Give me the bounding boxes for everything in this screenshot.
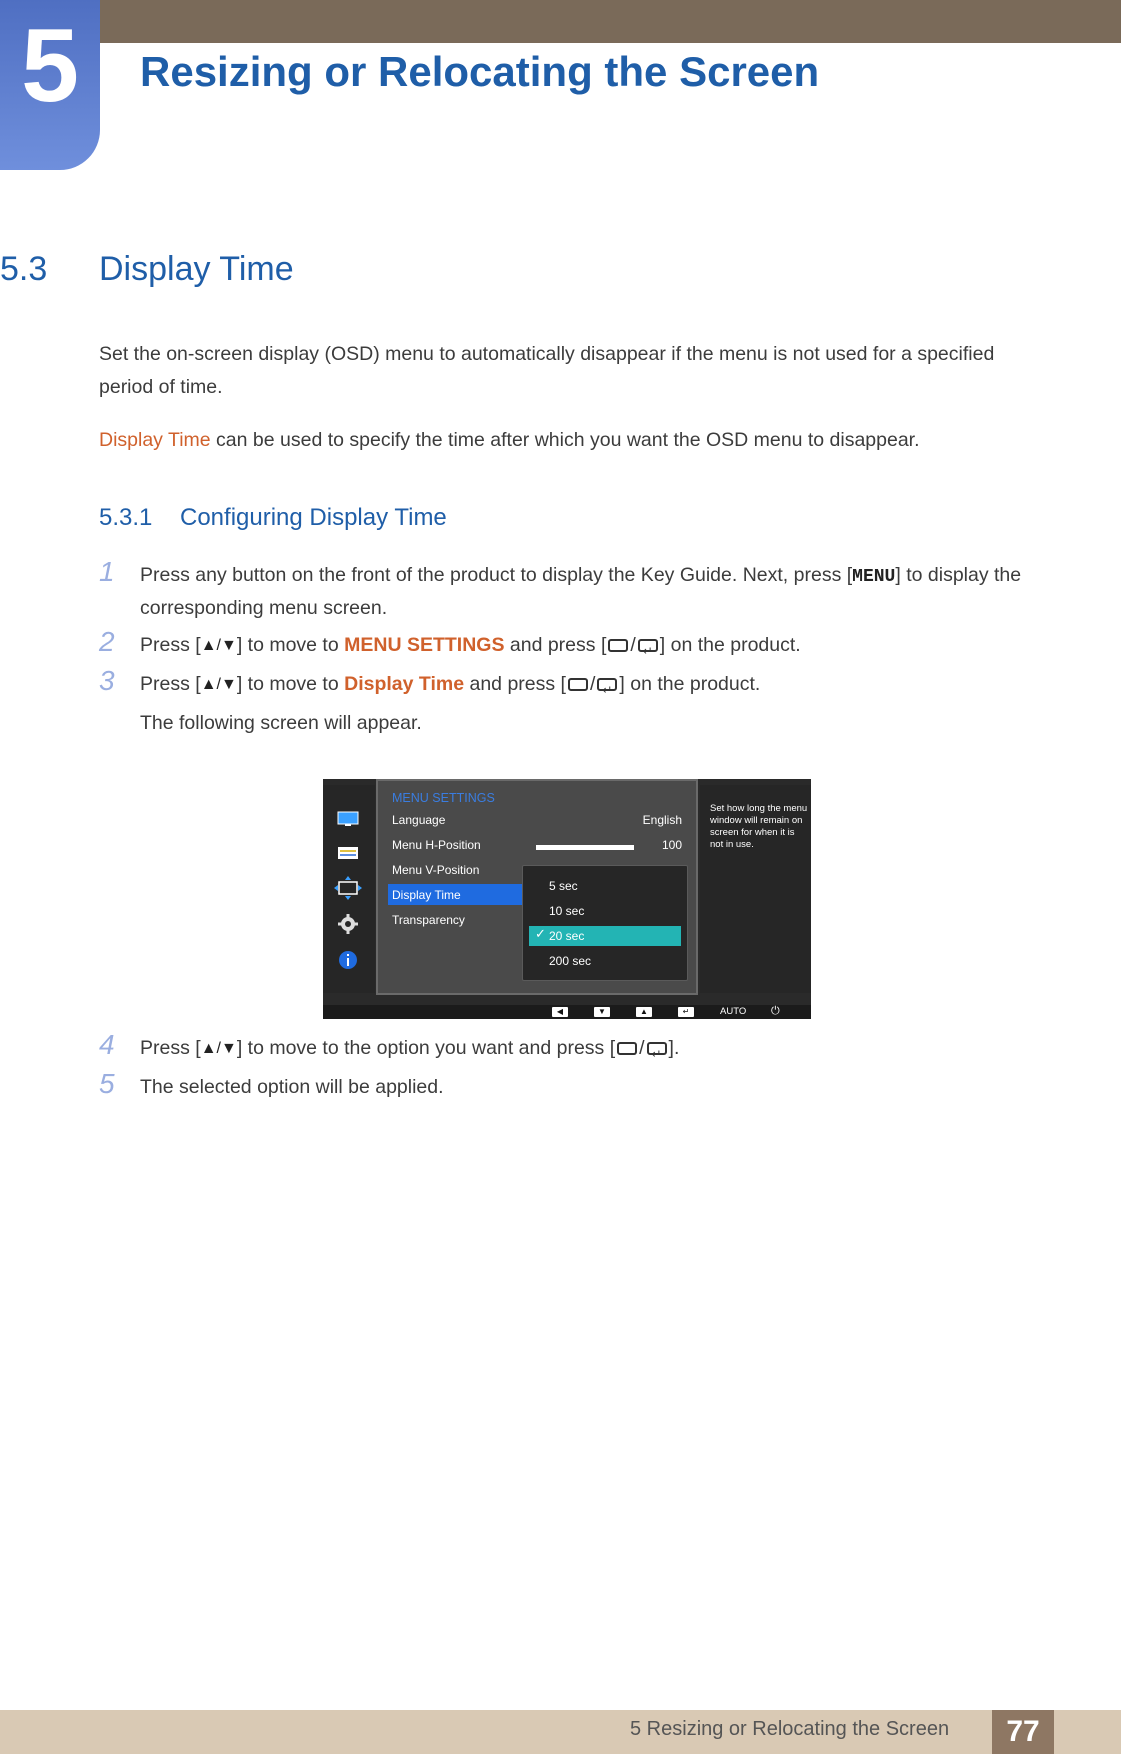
step-1-post: ] to display the corresponding menu screen. xyxy=(140,564,1022,619)
up-down-arrow-icon: ▲/▼ xyxy=(200,637,237,654)
check-icon: ✓ xyxy=(535,926,546,941)
osd-screenshot xyxy=(323,779,811,1019)
source-key-icon xyxy=(608,639,628,652)
left-key-icon[interactable]: ◀ xyxy=(552,1007,568,1017)
osd-item-h-position[interactable]: Menu H-Position xyxy=(392,838,481,852)
source-key-icon xyxy=(617,1042,637,1055)
position-arrows-icon xyxy=(333,875,363,901)
enter-key-icon xyxy=(597,678,617,691)
enter-key-icon[interactable]: ↵ xyxy=(678,1007,694,1017)
up-down-arrow-icon: ▲/▼ xyxy=(200,676,237,693)
osd-menu-title: MENU SETTINGS xyxy=(392,791,495,805)
step-3-pre: Press [ xyxy=(140,673,201,695)
osd-help-text: Set how long the menu window will remain on screen for when it is not in use. xyxy=(710,803,808,850)
osd-h-position-value: 100 xyxy=(661,838,682,852)
step-4-number: 4 xyxy=(99,1029,115,1060)
step-3-post: ] on the product. xyxy=(619,673,761,695)
osd-item-language[interactable]: Language xyxy=(392,813,446,827)
osd-sidebar xyxy=(323,785,375,993)
osd-item-transparency[interactable]: Transparency xyxy=(392,913,465,927)
step-1-pre: Press any button on the front of the product to display the Key Guide. Next, press [ xyxy=(140,564,853,586)
menu-settings-highlight: MENU SETTINGS xyxy=(344,634,505,656)
display-time-highlight: Display Time xyxy=(99,429,211,451)
up-down-arrow-icon: ▲/▼ xyxy=(200,1040,237,1057)
enter-key-icon xyxy=(647,1042,667,1055)
step-4-text: Press [▲/▼] to move to the option you want and press [ /↵ ]. xyxy=(140,1033,1040,1064)
header-band xyxy=(0,0,1121,43)
intro-paragraph-2 xyxy=(99,424,1039,457)
step-1-number: 1 xyxy=(99,556,115,587)
step-3-note: The following screen will appear. xyxy=(140,712,422,734)
intro-p2-text: can be used to specify the time after which you want the OSD menu to disappear. xyxy=(210,429,920,451)
option-20-sec[interactable]: 20 sec xyxy=(549,929,585,943)
power-icon[interactable]: ⏻ xyxy=(771,1005,780,1017)
display-time-options-popup xyxy=(522,865,688,981)
step-3-mid2: and press [ xyxy=(464,673,566,695)
gear-icon xyxy=(337,913,359,935)
step-2-mid2: and press [ xyxy=(504,634,607,656)
osd-key-guide-bar xyxy=(323,1005,811,1019)
osd-menu-panel xyxy=(376,779,698,995)
info-icon xyxy=(337,949,359,971)
osd-language-value: English xyxy=(642,813,682,827)
menu-key: MENU xyxy=(852,567,896,587)
step-5-number: 5 xyxy=(99,1068,115,1099)
step-1-text xyxy=(140,560,1040,624)
auto-key-label[interactable]: AUTO xyxy=(720,1006,747,1017)
option-10-sec[interactable]: 10 sec xyxy=(549,904,585,918)
step-2-number: 2 xyxy=(99,626,115,657)
step-4-post: ]. xyxy=(668,1037,680,1059)
h-position-slider[interactable] xyxy=(536,845,634,850)
option-200-sec[interactable]: 200 sec xyxy=(549,954,592,968)
monitor-icon xyxy=(337,811,359,827)
intro-paragraph: Set the on-screen display (OSD) menu to automatically disappear if the menu is not used for a specified period of time. xyxy=(99,343,995,398)
step-2-mid1: ] to move to xyxy=(236,634,345,656)
subsection-title: Configuring Display Time xyxy=(180,504,447,531)
option-5-sec[interactable]: 5 sec xyxy=(549,879,578,893)
enter-key-icon xyxy=(638,639,658,652)
section-number: 5.3 xyxy=(0,250,48,288)
step-2-post: ] on the product. xyxy=(659,634,801,656)
source-key-icon xyxy=(568,678,588,691)
step-4-mid1: ] to move to the option you want and press [ xyxy=(236,1037,616,1059)
footer-chapter-text: 5 Resizing or Relocating the Screen xyxy=(630,1718,950,1740)
up-key-icon[interactable]: ▲ xyxy=(636,1007,652,1017)
picture-icon xyxy=(337,845,359,861)
osd-help-panel xyxy=(700,785,811,993)
footer-band xyxy=(0,1710,1121,1754)
page-number: 77 xyxy=(992,1710,1054,1754)
display-time-step-highlight: Display Time xyxy=(344,673,465,695)
osd-item-v-position[interactable]: Menu V-Position xyxy=(392,863,480,877)
chapter-title: Resizing or Relocating the Screen xyxy=(140,48,820,95)
step-4-pre: Press [ xyxy=(140,1037,201,1059)
section-title: Display Time xyxy=(99,250,294,288)
step-3-text: Press [▲/▼] to move to Display Time and press [ /↵ ] on the product. xyxy=(140,669,1040,700)
subsection-number: 5.3.1 xyxy=(99,504,153,531)
step-5-text: The selected option will be applied. xyxy=(140,1076,444,1098)
step-2-pre: Press [ xyxy=(140,634,201,656)
step-3-number: 3 xyxy=(99,665,115,696)
osd-item-display-time[interactable]: Display Time xyxy=(392,888,461,902)
step-3-mid1: ] to move to xyxy=(236,673,345,695)
chapter-number-tab xyxy=(0,0,100,170)
chapter-number: 5 xyxy=(21,8,79,124)
step-2-text: Press [▲/▼] to move to MENU SETTINGS and press [ /↵ ] on the product. xyxy=(140,630,1040,661)
down-key-icon[interactable]: ▼ xyxy=(594,1007,610,1017)
